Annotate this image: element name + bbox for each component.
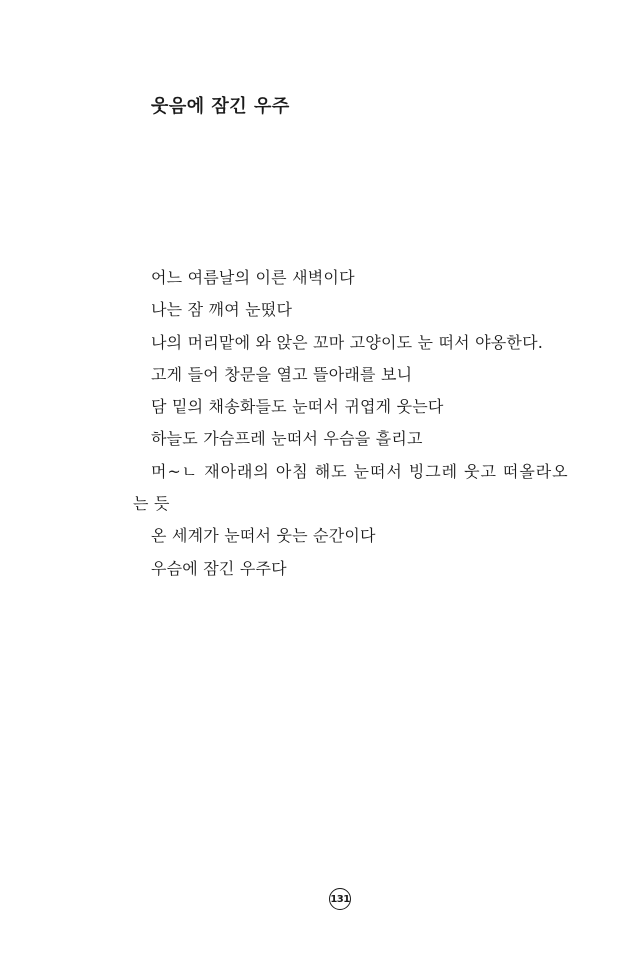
poem-line: 나의 머리맡에 와 앉은 꼬마 고양이도 눈 떠서 야옹한다. [151,332,544,352]
poem-line: 고게 들어 창문을 열고 뜰아래를 보니 [151,364,413,384]
page-number-badge [329,888,351,910]
poem-body [0,262,631,585]
poem-line: 머~ㄴ 재아래의 아침 해도 눈떠서 빙그레 웃고 떠올라오 [151,461,569,481]
poem-line: 어느 여름날의 이른 새벽이다 [151,268,355,287]
poem-line: 하늘도 가슴프레 눈떠서 우슴을 흘리고 [151,429,423,449]
poem-line: 온 세계가 눈떠서 웃는 순간이다 [151,526,376,546]
page-number: 131 [330,893,350,905]
poem-title: 웃음에 잠긴 우주 [151,96,290,117]
poem-line: 나는 잠 깨여 눈떴다 [151,300,293,320]
poem-line: 담 밑의 채송화들도 눈떠서 귀엽게 웃는다 [151,397,444,417]
poem-line-continuation: 는 듯 [133,494,170,514]
poem-line: 우슴에 잠긴 우주다 [151,558,287,578]
